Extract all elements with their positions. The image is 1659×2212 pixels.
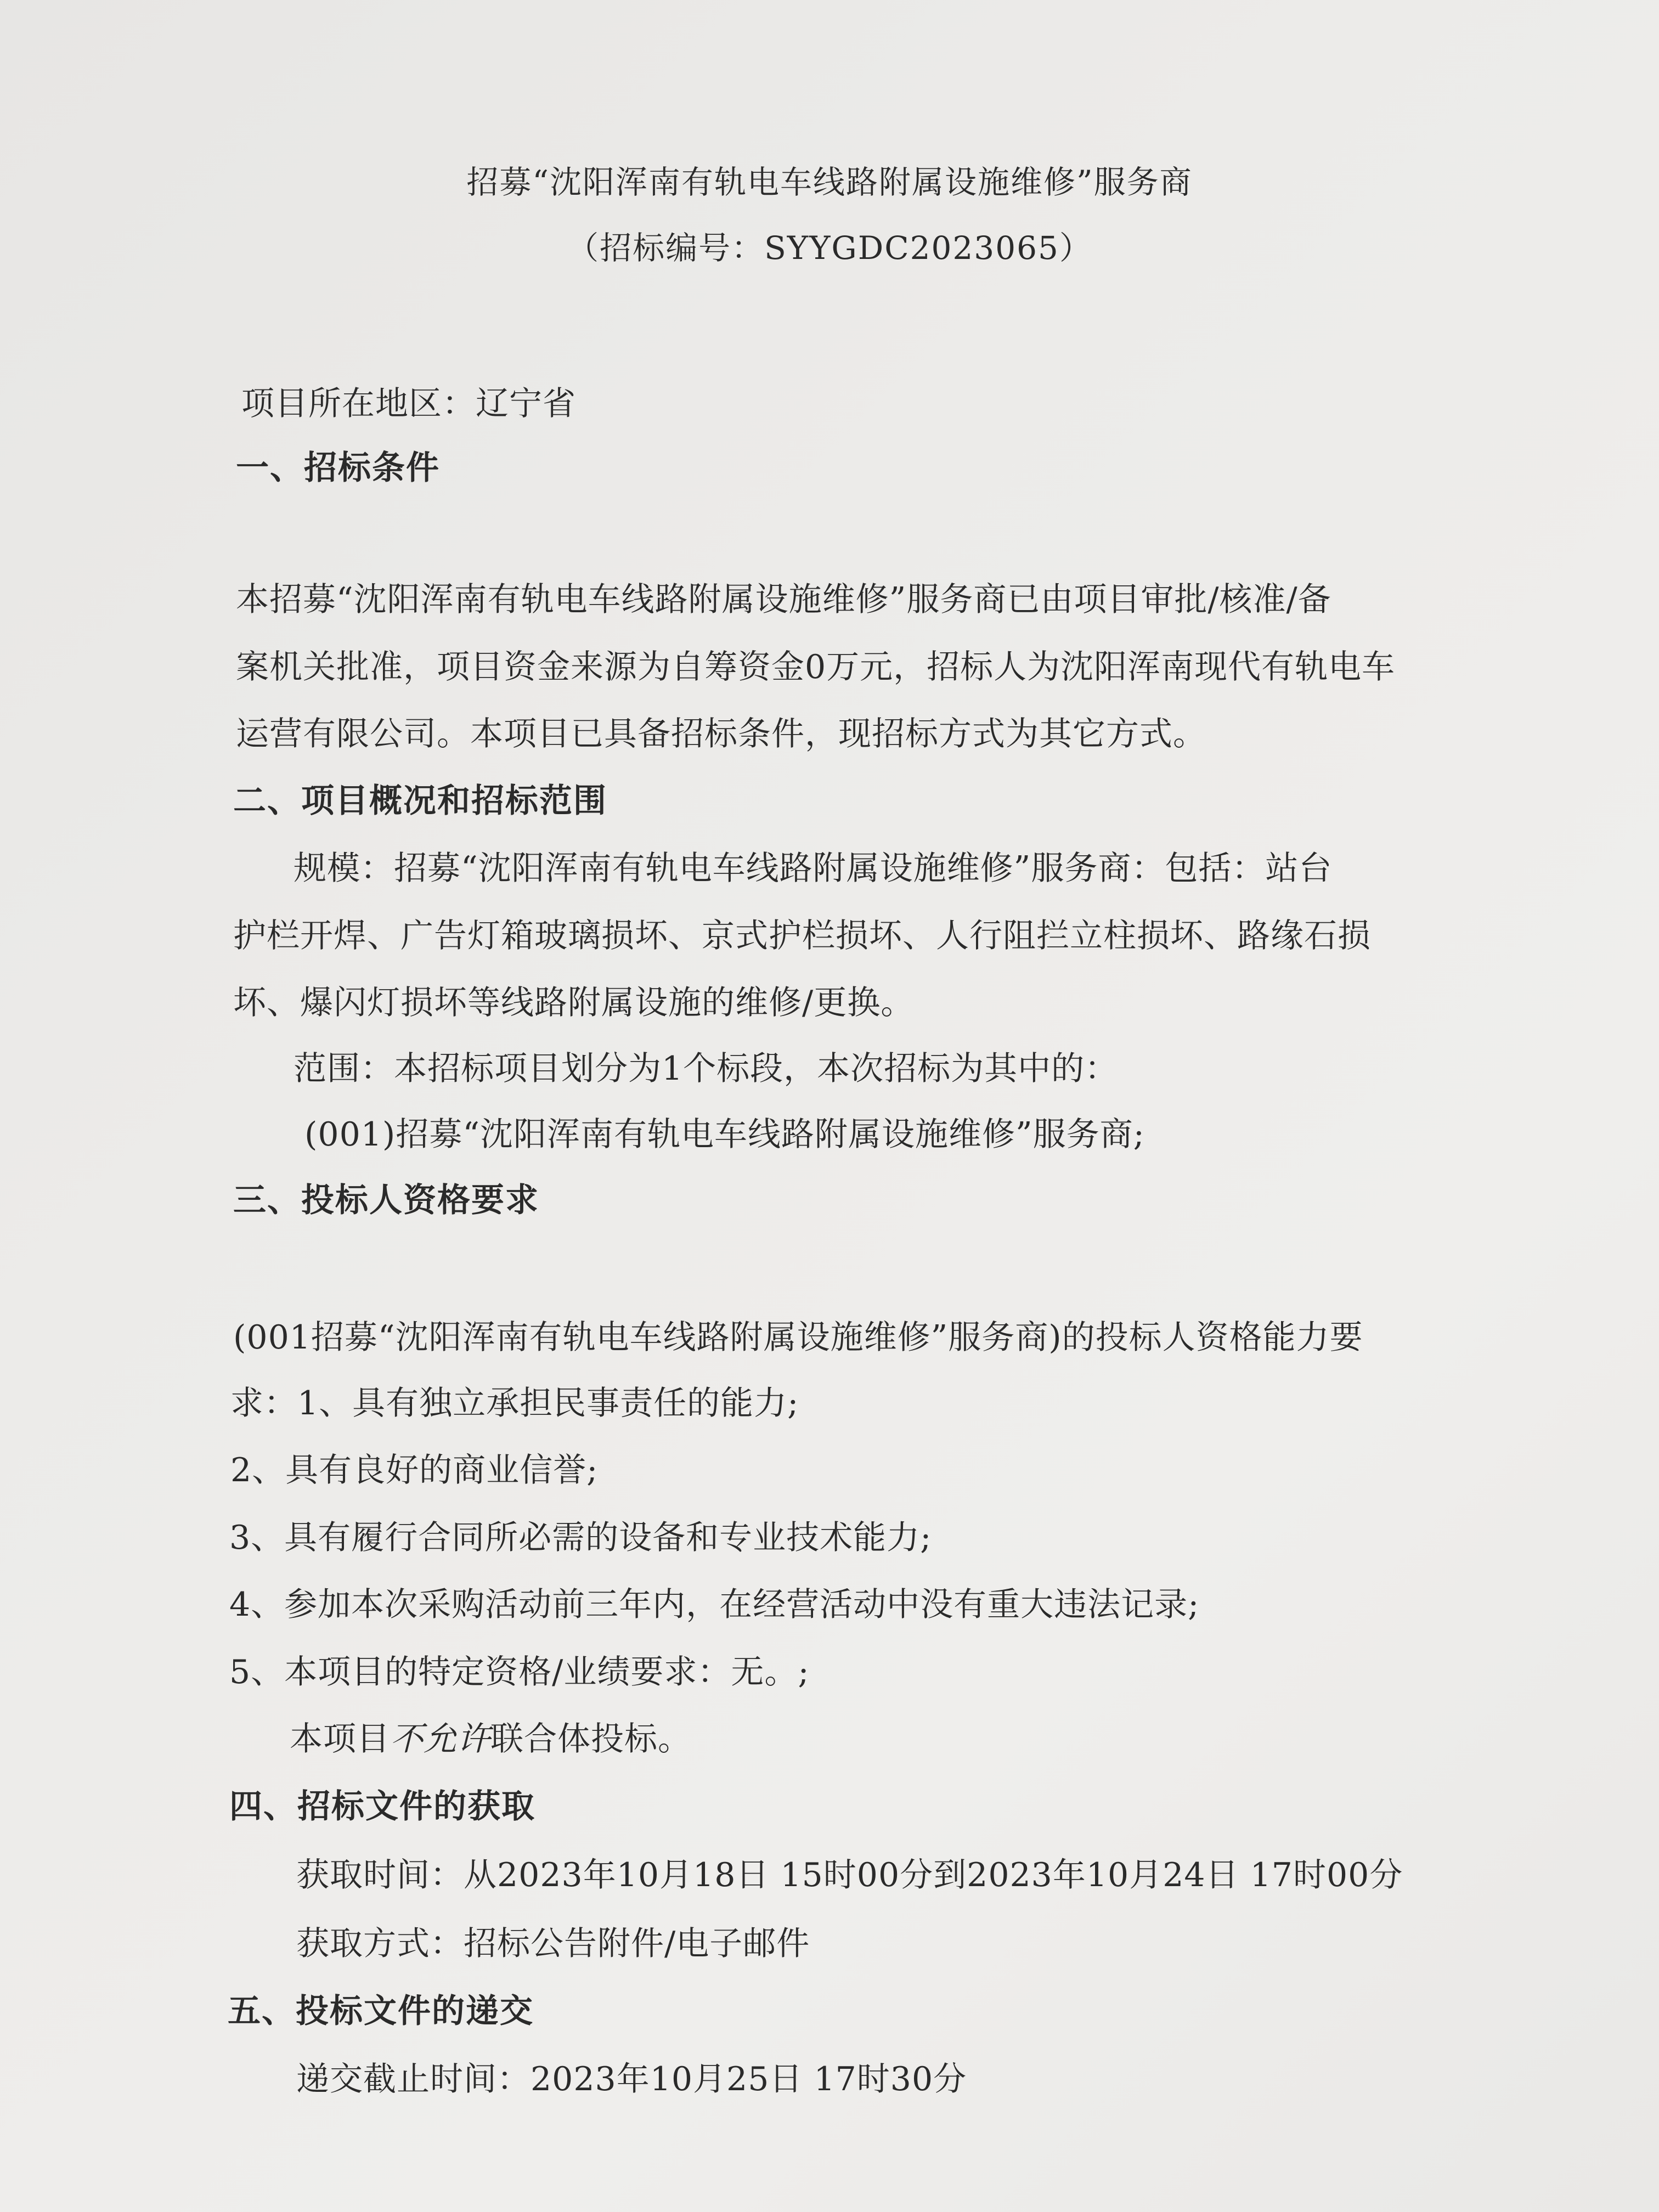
consortium-suffix: 联合体投标。 [490,1720,691,1758]
section-heading-4: 四、招标文件的获取 [229,1787,535,1826]
section2-scope-line: 范围：本招标项目划分为1个标段，本次招标为其中的： [294,1049,1119,1088]
section-heading-1: 一、招标条件 [236,449,440,487]
section-heading-2: 二、项目概况和招标范围 [233,782,607,820]
section3-line: 5、本项目的特定资格/业绩要求：无。; [229,1653,810,1691]
section2-lot-line: (001)招募“沈阳浑南有轨电车线路附属设施维修”服务商; [304,1115,1145,1154]
section-heading-5: 五、投标文件的递交 [228,1992,534,2030]
section3-line: 2、具有良好的商业信誉; [230,1451,599,1489]
section3-line: 4、参加本次采购活动前三年内，在经营活动中没有重大违法记录; [229,1585,1200,1624]
section1-line: 本招募“沈阳浑南有轨电车线路附属设施维修”服务商已由项目审批/核准/备 [236,580,1331,619]
submission-deadline: 递交截止时间：2023年10月25日 17时30分 [296,2060,967,2098]
acquisition-time: 获取时间：从2023年10月18日 15时00分到2023年10月24日 17时00分 [296,1856,1403,1894]
section3-line: (001招募“沈阳浑南有轨电车线路附属设施维修”服务商)的投标人资格能力要 [233,1318,1363,1357]
section-heading-3: 三、投标人资格要求 [233,1181,539,1220]
project-region: 项目所在地区：辽宁省 [241,385,576,423]
section3-line: 求：1、具有独立承担民事责任的能力; [230,1384,799,1423]
consortium-prefix: 本项目 [290,1720,390,1758]
section2-scale-line: 规模：招募“沈阳浑南有轨电车线路附属设施维修”服务商：包括：站台 [294,849,1333,888]
document-title: 招募“沈阳浑南有轨电车线路附属设施维修”服务商 [466,163,1193,201]
consortium-emphasis: 不允许 [390,1720,490,1758]
section2-scale-line: 坏、爆闪灯损坏等线路附属设施的维修/更换。 [233,984,915,1022]
acquisition-method: 获取方式：招标公告附件/电子邮件 [296,1925,810,1963]
section3-line: 3、具有履行合同所必需的设备和专业技术能力; [229,1519,932,1557]
section2-scale-line: 护栏开焊、广告灯箱玻璃损坏、京式护栏损坏、人行阻拦立柱损坏、路缘石损 [233,917,1371,955]
section1-line: 运营有限公司。本项目已具备招标条件，现招标方式为其它方式。 [236,715,1206,753]
section1-line: 案机关批准，项目资金来源为自筹资金0万元，招标人为沈阳浑南现代有轨电车 [236,648,1396,686]
bid-number: （招标编号：SYYGDC2023065） [567,229,1092,267]
consortium-line [290,1713,691,1760]
